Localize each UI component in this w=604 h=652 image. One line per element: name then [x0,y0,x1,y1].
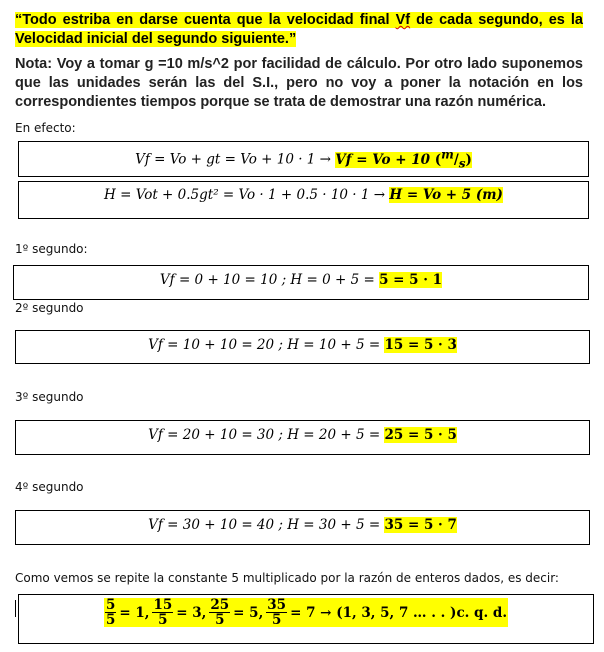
second-2-label: 2º segundo [15,301,84,315]
fraction-4-den: 5 [271,612,282,628]
second-4-equation [148,517,457,533]
second-3-label: 3º segundo [15,390,84,404]
fraction-3-num: 25 [210,597,230,613]
second-1-equation [160,272,442,288]
conclusion-text: Como vemos se repite la constante 5 multiplicado por la razón de enteros dados, es decir: [15,571,559,585]
second-4-box [15,510,590,545]
fraction-1-result: = 1, [119,604,150,621]
second-3-box [15,420,590,455]
formula-vf [135,147,472,170]
conclusion-box [18,594,594,644]
second-2-result: 15 = 5 · 3 [384,337,457,353]
second-4-label: 4º segundo [15,480,84,494]
second-3-equation [148,427,457,443]
second-2-equation [148,337,457,353]
formula-h-plain: H = Vot + 0.5gt² = Vo · 1 + 0.5 · 10 · 1 → [104,187,390,203]
highlighted-quote [15,11,583,49]
fraction-3 [209,598,230,627]
quote-text-1: “Todo estriba en darse cuenta que la velocidad final [15,12,396,28]
second-4-plain: Vf = 30 + 10 = 40 ; H = 30 + 5 = [148,517,385,533]
second-1-plain: Vf = 0 + 10 = 10 ; H = 0 + 5 = [159,272,380,288]
fraction-2-result: = 3, [176,604,207,621]
nota-paragraph: Nota: Voy a tomar g =10 m/s^2 por facilidad de cálculo. Por otro lado suponemos que las unidades serán las del S.I., pero no voy a poner la notación en los correspondientes tiempos porque se trata de demostrar una razón numérica. [15,56,583,110]
en-efecto-label: En efecto: [15,121,76,135]
formula-h-result: H = Vo + 5 (m) [389,187,503,203]
formula-h [104,187,503,203]
second-3-plain: Vf = 20 + 10 = 30 ; H = 20 + 5 = [148,427,385,443]
formula-box-h [18,181,589,219]
second-2-plain: Vf = 10 + 10 = 20 ; H = 10 + 5 = [148,337,385,353]
conclusion-equation [104,598,508,627]
formula-vf-result: Vf = Vo + 10 $(^m/_s)$ [335,147,472,171]
formula-box-vf [18,141,589,177]
fraction-1-num: 5 [105,597,116,613]
formula-vf-plain: Vf = Vo + gt = Vo + 10 · 1 → [135,151,336,168]
fraction-2 [152,598,173,627]
fraction-4-num: 35 [267,597,287,613]
quote-text-2: de cada segundo, es la Velocidad inicial del segundo siguiente.” [15,12,583,47]
fraction-2-den: 5 [158,612,168,628]
second-1-label: 1º segundo: [15,242,88,256]
fraction-4 [266,598,287,627]
fraction-1-den: 5 [105,612,116,628]
second-3-result: 25 = 5 · 5 [384,427,457,443]
second-1-result: 5 = 5 · 1 [379,272,443,288]
fraction-3-result: = 5, [233,604,264,621]
text-cursor [15,600,16,617]
fraction-2-num: 15 [153,597,173,613]
second-2-box [15,330,590,364]
fraction-3-den: 5 [215,612,225,628]
fraction-1 [105,598,116,627]
second-4-result: 35 = 5 · 7 [384,517,457,533]
second-1-box [13,265,589,300]
quote-vf-misspelled: Vf [395,12,411,28]
fraction-4-result: = 7 → (1, 3, 5, 7 … . . )c. q. d. [290,604,508,621]
